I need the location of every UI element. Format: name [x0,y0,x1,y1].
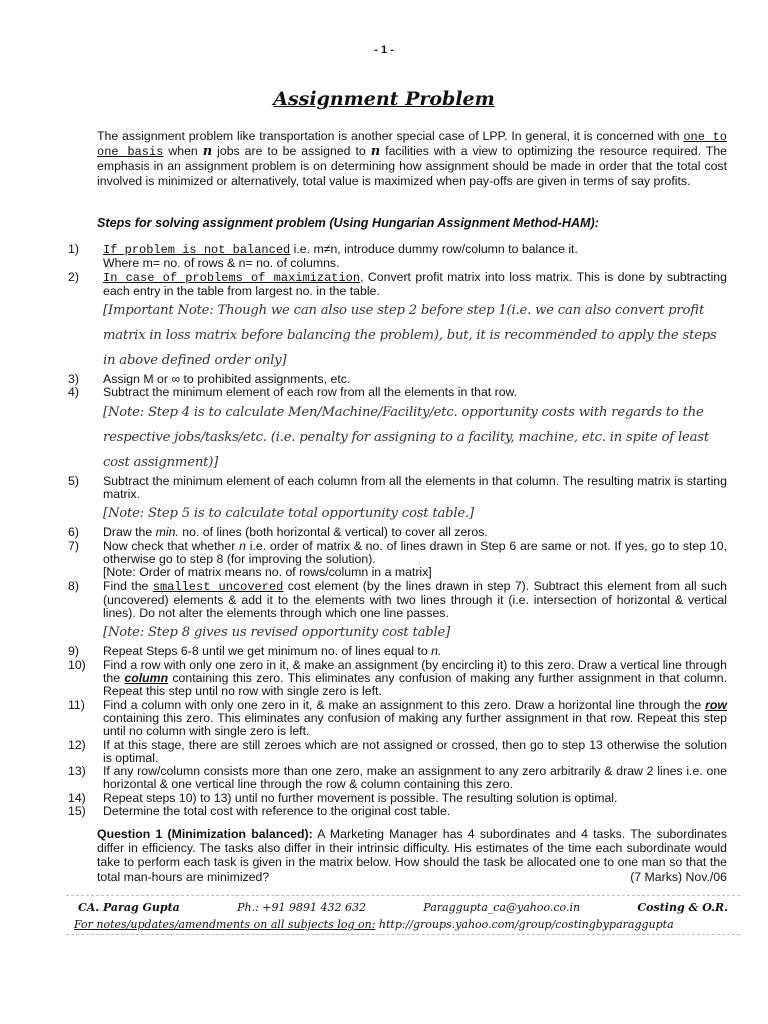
step-text [103,659,727,699]
underlined-text: smallest uncovered [152,579,284,594]
text-segment: no. of lines (both horizontal & vertical) to cover all zeros. [178,525,488,540]
text-segment: If at this stage, there are still zeroes which are not assigned or crossed, then go to step 13 otherwise the solution is optimal. [103,737,727,765]
underlined-text: In case of problems of maximization [103,270,361,285]
step-text [103,580,727,646]
text-segment: Subtract the minimum element of each row from all the elements in that row. [103,385,518,400]
step-item [68,659,728,699]
steps-list [68,243,728,818]
step-number: 11) [68,697,85,712]
step-item [68,243,728,271]
page-number: - 1 - [374,44,394,56]
step-text [103,386,727,474]
text-segment: n [370,144,381,160]
question-marks: (7 Marks) Nov./06 [630,869,727,884]
handwritten-note: [Note: Step 8 gives us revised opportunity cost table] [103,625,451,641]
step-number: 3) [68,372,79,387]
text-segment: containing this zero. This eliminates any confusion of making any further assignment in that row. Repeat this step until no column with single zero is left. [103,710,727,739]
step-text [103,540,727,580]
text-segment: jobs are to be assigned to [212,144,371,159]
step-text [103,526,727,539]
footer-url[interactable]: http://groups.yahoo.com/group/costingbyparaggupta [378,918,674,931]
step-number: 2) [68,269,79,284]
step-number: 10) [68,657,86,672]
text-segment: Determine the total cost with reference to the original cost table. [103,804,451,819]
text-segment: The assignment problem like transportation is another special case of LPP. In general, it is concerned with [97,129,684,143]
text-segment: Find a row with only one zero in it, & make an assignment (by encircling it) to this zero. Draw a vertical line through the [103,657,727,686]
step-number: 8) [68,578,79,593]
step-item [68,739,728,766]
step-item [68,373,728,386]
question-text: A Marketing Manager has 4 subordinates and 4 tasks. The subordinates differ in efficiency. The tasks also differ in their intrinsic difficulty. His estimates of the time each subordinate would take to perform each task is given in the matrix below. How should the task be allocated one to one man so that the total man-hours are minimized? [97,827,727,884]
step-number: 6) [68,525,79,540]
footer-log-on-label: For notes/updates/amendments on all subjects log on: [74,918,376,931]
step-item [68,699,728,739]
text-segment: Now check that whether [103,538,240,553]
intro-paragraph [97,129,727,188]
text-segment: containing this zero. This eliminates any confusion of making any further assignment in that column. Repeat this step until no row with single zero is left. [103,671,728,699]
step-item [68,386,728,474]
underlined-text: If problem is not balanced [103,243,291,257]
step-text [103,792,727,805]
handwritten-note: [Important Note: Though we can also use step 2 before step 1(i.e. we can also convert profit matrix in loss matrix before balancing the problem), but, it is recommended to apply the steps in above defined order only] [103,303,717,369]
step-number: 15) [68,804,86,819]
step-text [103,805,727,818]
step-item [68,645,728,658]
step-number: 13) [68,764,86,779]
step-item [68,805,728,818]
step-text [103,739,727,766]
text-segment: row [705,697,727,712]
step-item [68,271,728,374]
handwritten-note: [Note: Step 5 is to calculate total opportunity cost table.] [103,506,474,522]
step-number: 5) [68,473,79,488]
text-segment: n. [431,644,442,659]
step-item [68,475,728,527]
text-segment: Draw the [103,525,156,540]
step-text [103,373,727,386]
step-number: 7) [68,538,79,553]
text-segment: If any row/column consists more than one zero, make an assignment to any zero arbitrarily & draw 2 lines i.e. one horizontal & one vertical line through the row & column containing this zero. [103,764,727,792]
footer-subject: Costing & O.R. [637,901,728,914]
step-number: 12) [68,737,86,752]
step-text [103,243,727,271]
step-item [68,526,728,539]
text-segment: Assign M or ∞ to prohibited assignments, etc. [103,372,351,387]
text-segment: i.e. order of matrix & no. of lines drawn in Step 6 are same or not. If yes, go to step 10, otherwise go to step 8 (for improving the solution). [103,538,727,566]
step-item [68,580,728,646]
page-title: Assignment Problem [273,88,495,110]
text-segment: i.e. m≠n, introduce dummy row/column to balance it. [290,242,578,256]
footer-email: Paraggupta_ca@yahoo.co.in [423,901,581,914]
text-segment: min. [155,525,179,540]
text-segment: column [124,671,169,686]
text-segment: when [163,144,203,159]
text-segment: cost element (by the lines drawn in step 7). Subtract this element from all such (uncovered) elements & add it to the elements with two lines through it (i.e. intersection of horizontal & vertical lines). Do not alter the elements through which one line passes. [103,578,727,621]
text-segment: Find a column with only one zero in it, & make an assignment to this zero. Draw a horizontal line through the [103,697,706,712]
step-number: 9) [68,644,79,659]
question-1 [97,827,727,884]
text-line: Where m= no. of rows & n= no. of columns. [103,256,340,271]
text-segment: n [239,538,246,553]
text-segment: Find the [103,578,153,593]
step-number: 14) [68,790,86,805]
step-text [103,645,727,658]
step-text [103,475,727,527]
step-text [103,271,727,374]
footer-phone: Ph.: +91 9891 432 632 [237,901,366,914]
step-number: 1) [68,242,79,256]
step-item [68,792,728,805]
step-item [68,540,728,580]
handwritten-note: [Note: Step 4 is to calculate Men/Machine/Facility/etc. opportunity costs with regards to the respective jobs/tasks/etc. (i.e. penalty for assigning to a facility, machine, etc. in spite of least cost assignment)] [103,404,709,470]
text-segment: facilities with a view to optimizing the resource required. The emphasis in an assignment problem is on determining how assignment should be made in order that the total cost involved is minimized or alternatively, total value is maximized when pay-offs are given in terms of say profits. [97,144,728,188]
step-number: 4) [68,385,79,400]
text-segment: Repeat Steps 6-8 until we get minimum no. of lines equal to [103,644,432,659]
underlined-text: one to one basis [97,130,727,160]
question-label: Question 1 (Minimization balanced): [97,827,313,841]
page-footer [66,895,740,935]
text-segment: n [202,144,213,160]
text-line: [Note: Order of matrix means no. of rows/column in a matrix] [103,565,432,580]
footer-author: CA. Parag Gupta [78,901,180,914]
step-item [68,765,728,792]
steps-heading: Steps for solving assignment problem (Using Hungarian Assignment Method-HAM): [97,216,599,230]
text-segment: Subtract the minimum element of each column from all the elements in that column. The resulting matrix is starting matrix. [103,473,727,502]
step-text [103,699,727,739]
text-segment: Repeat steps 10) to 13) until no further movement is possible. The resulting solution is optimal. [103,790,618,805]
step-text [103,765,727,792]
text-segment: , Convert profit matrix into loss matrix. This is done by subtracting each entry in the table from largest no. in the table. [103,269,727,298]
